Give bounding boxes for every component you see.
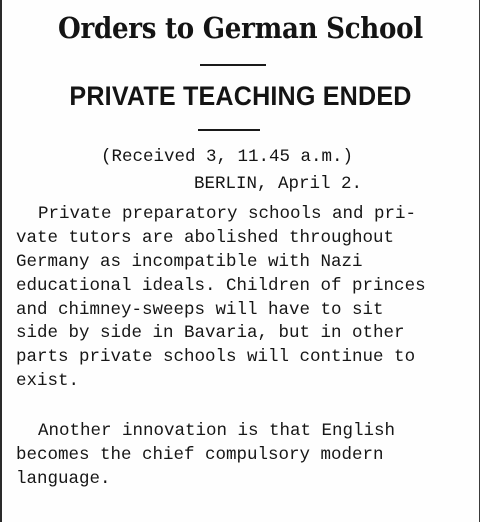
received-time: (Received 3, 11.45 a.m.) — [101, 147, 354, 167]
subheadline-divider — [198, 129, 260, 131]
headline-divider — [200, 64, 266, 66]
body-line: Private preparatory schools and pri- — [38, 204, 417, 224]
body-line: language. — [16, 469, 111, 489]
dateline: BERLIN, April 2. — [194, 174, 363, 194]
body-line: side by side in Bavaria, but in other — [16, 323, 405, 343]
body-line: exist. — [16, 371, 80, 391]
headline: Orders to German School — [58, 11, 423, 45]
body-line: parts private schools will continue to — [16, 347, 416, 367]
body-line: Germany as incompatible with Nazi — [16, 252, 363, 272]
body-line: Another innovation is that English — [38, 421, 396, 441]
body-line: becomes the chief compulsory modern — [16, 445, 384, 465]
body-line: vate tutors are abolished throughout — [16, 228, 395, 248]
body-line: educational ideals. Children of princes — [16, 276, 426, 296]
body-line: and chimney-sweeps will have to sit — [16, 300, 384, 320]
subheadline: PRIVATE TEACHING ENDED — [69, 81, 412, 111]
